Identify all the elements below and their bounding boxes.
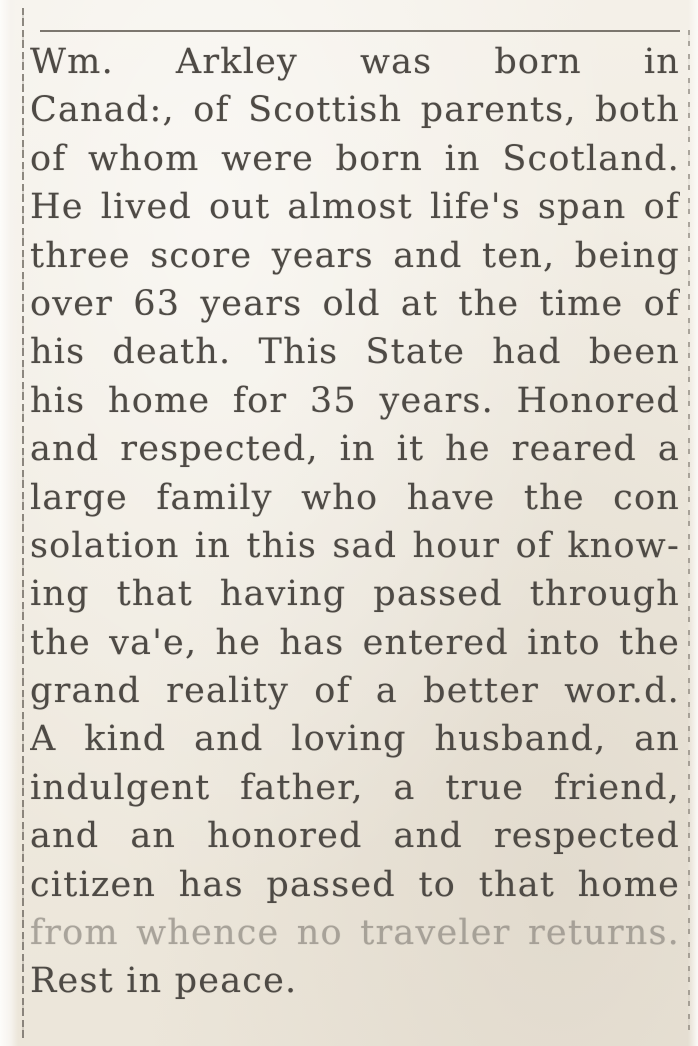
text-line-faded: from whence no traveler returns. (30, 913, 680, 954)
text-line: large family who have the con (30, 477, 680, 518)
text-line: He lived out almost life's span of (30, 187, 680, 228)
text-line: citizen has passed to that home (30, 864, 680, 905)
text-line: his death. This State had been (30, 332, 680, 373)
text-line: three score years and ten, being (30, 235, 680, 276)
text-line: of whom were born in Scotland. (30, 138, 680, 179)
text-line: grand reality of a better wor.d. (30, 671, 680, 712)
text-line: Wm. Arkley was born in (30, 42, 680, 82)
text-line: Canad:, of Scottish parents, both (30, 90, 680, 131)
text-line: and respected, in it he reared a (30, 429, 680, 470)
torn-left-edge (0, 0, 18, 1046)
left-column-rule (22, 8, 24, 1038)
text-line: the va'e, he has entered into the (30, 622, 680, 663)
text-line: indulgent father, a true friend, (30, 767, 680, 808)
text-line: solation in this sad hour of know- (30, 525, 680, 566)
text-line: A kind and loving husband, an (30, 719, 680, 760)
top-divider-rule (40, 30, 680, 32)
text-line-closing: Rest in peace. (30, 961, 298, 1002)
text-line: ing that having passed through (30, 574, 680, 615)
right-column-rule (688, 30, 690, 1030)
text-line: his home for 35 years. Honored (30, 380, 680, 421)
text-line: and an honored and respected (30, 816, 680, 857)
text-line: over 63 years old at the time of (30, 283, 680, 324)
obituary-text (30, 38, 680, 1006)
